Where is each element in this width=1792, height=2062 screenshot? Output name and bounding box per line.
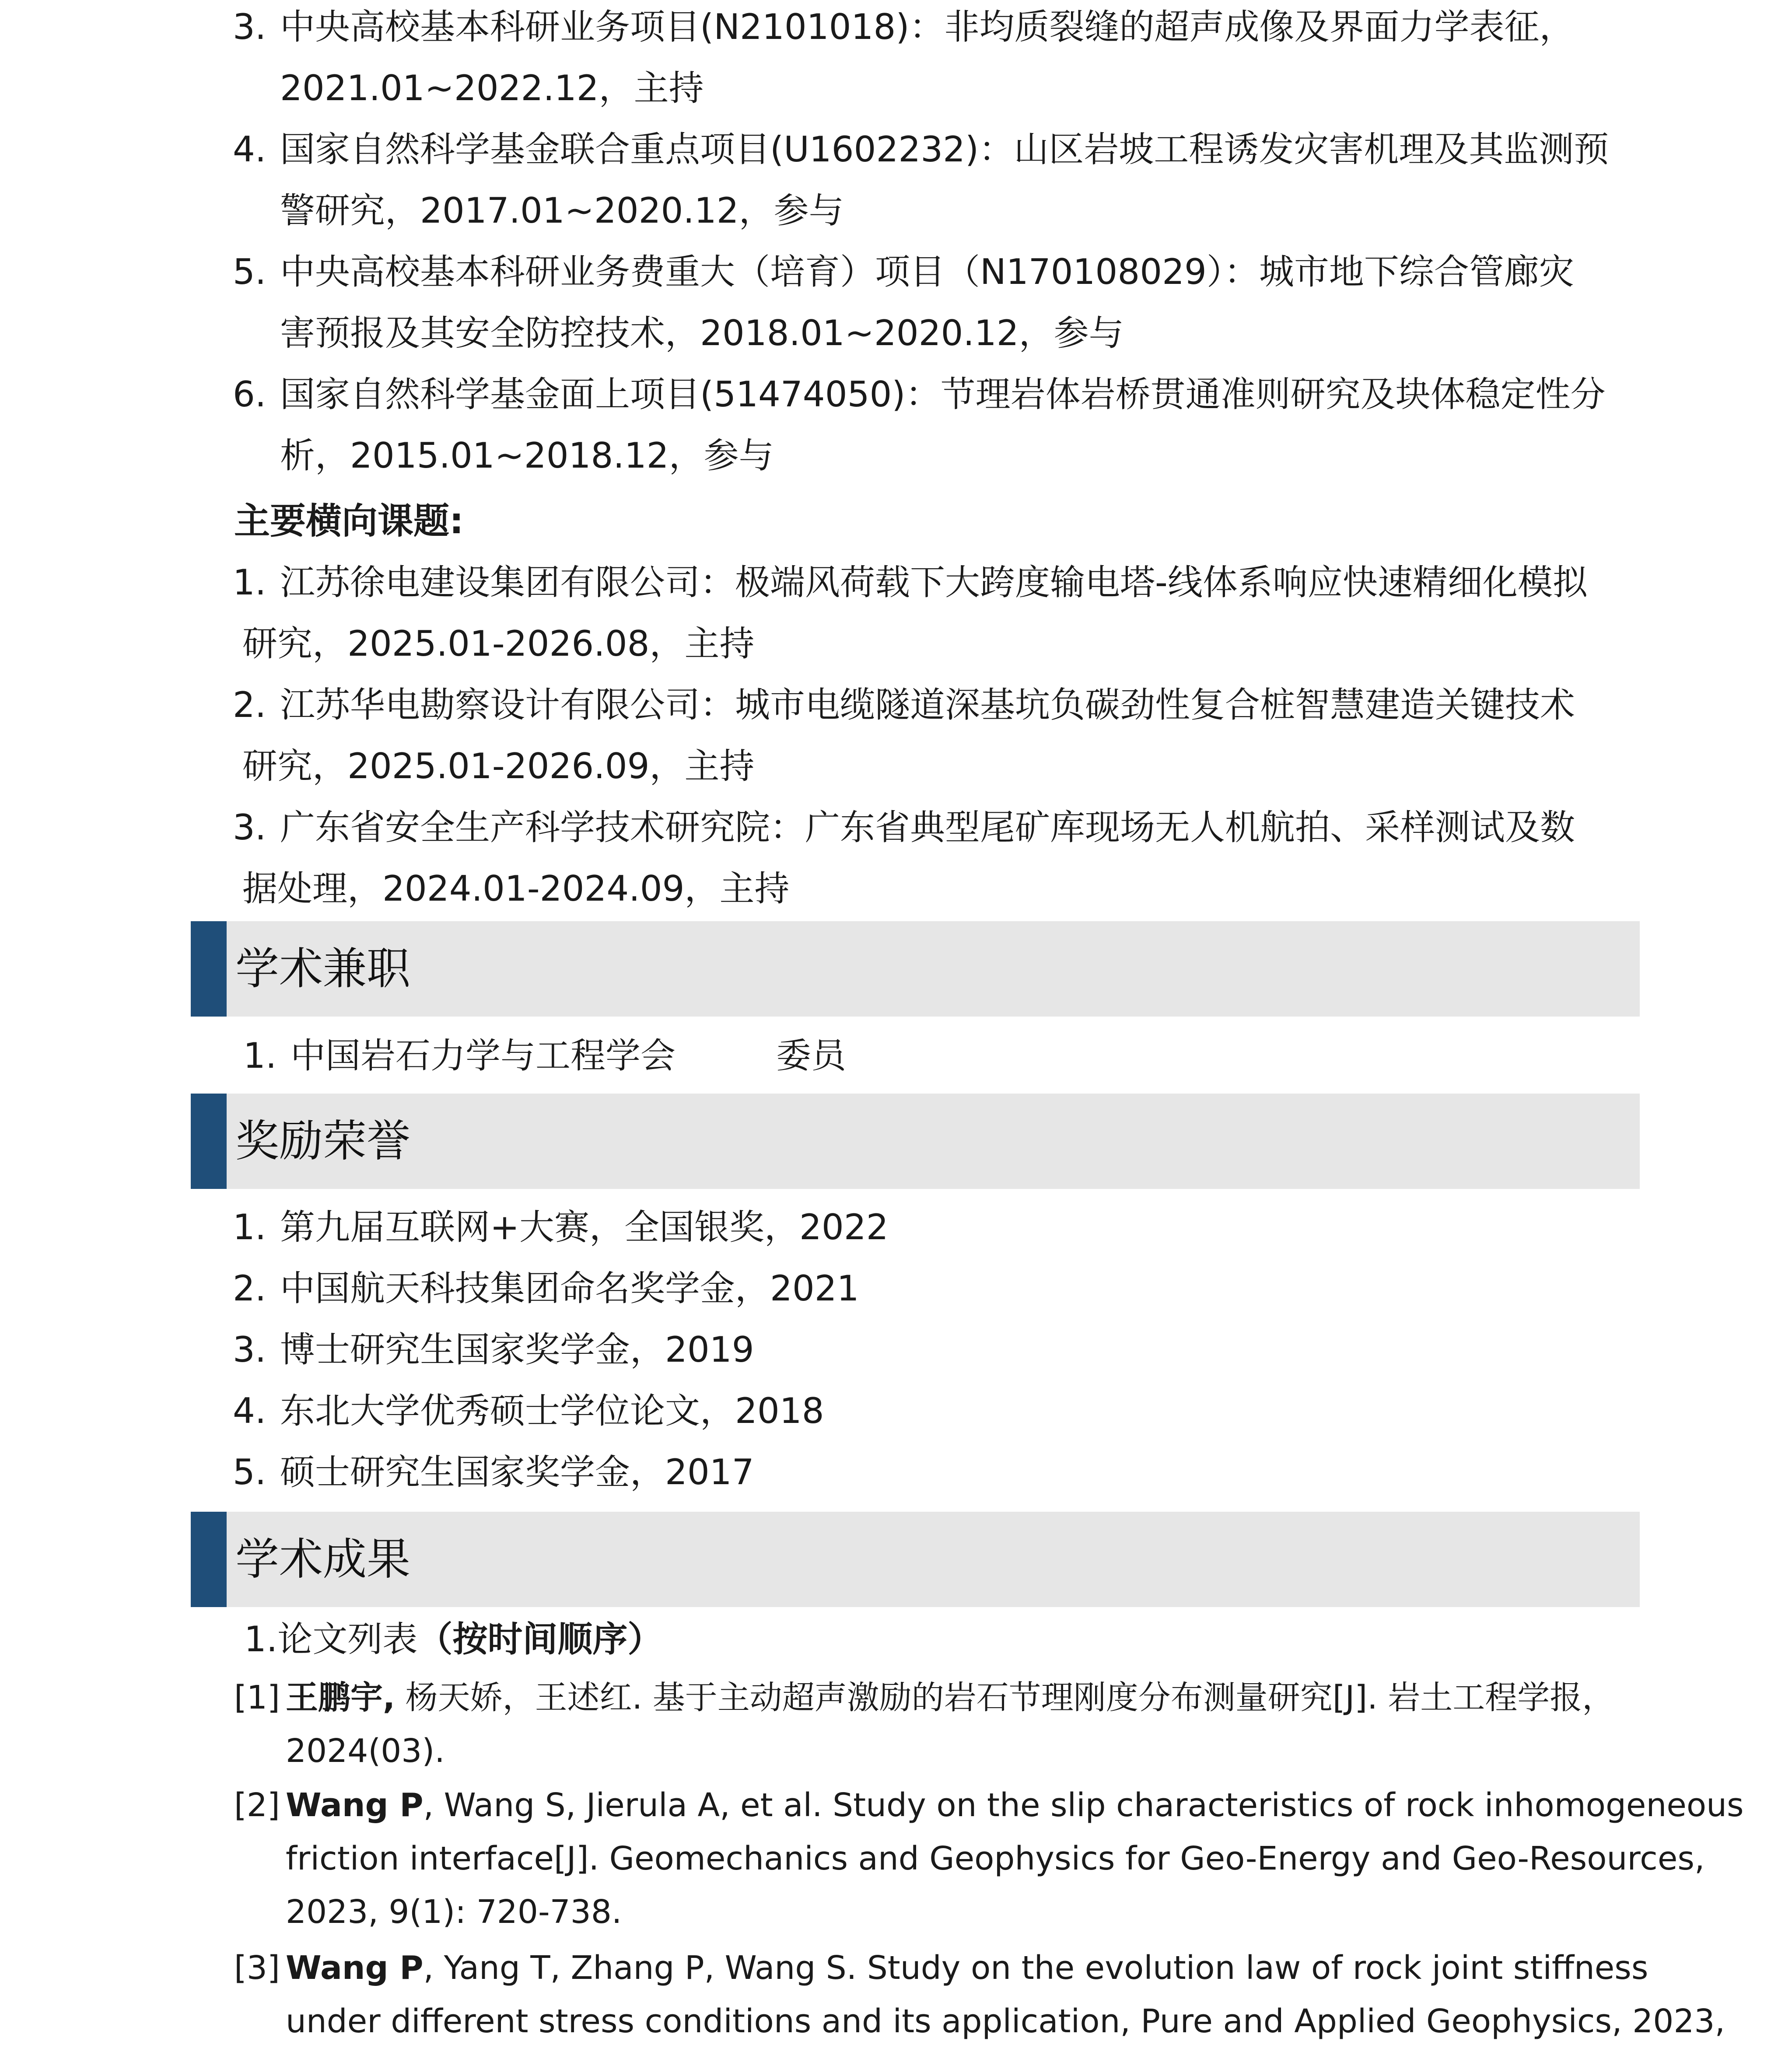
list-item [233,1197,1628,1258]
reference-number: [3] [234,1949,280,1987]
list-item [233,119,1628,241]
list-number: 3. [233,807,266,848]
reference-item [234,1941,1726,2048]
reference-text: 2023, 9(1): 720-738. [286,1893,622,1931]
reference-number: [2] [234,1786,280,1824]
list-text: 中央高校基本科研业务费重大（培育）项目（N170108029）：城市地下综合管廊灾 [280,252,1574,292]
section-header-achievements [191,1512,1640,1607]
list-text: 东北大学优秀硕士学位论文，2018 [280,1391,824,1431]
list-text: 江苏徐电建设集团有限公司：极端风荷载下大跨度输电塔-线体系响应快速精细化模拟 [280,562,1588,603]
reference-text: under different stress conditions and its application, Pure and Applied Geophysics, 2023, [286,2003,1726,2040]
list-number: 5. [233,1452,266,1492]
list-item [233,797,1628,919]
list-item [233,364,1628,486]
list-item [233,1442,1628,1503]
position-role: 委员 [776,1035,846,1076]
list-number: 6. [233,374,266,415]
list-text: 博士研究生国家奖学金，2019 [280,1329,754,1370]
papers-heading-label: 1.论文列表 [244,1619,418,1660]
position-organization: 中国岩石力学与工程学会 [290,1035,676,1076]
list-text: 警研究，2017.01~2020.12，参与 [280,190,844,231]
section-header-academic-positions [191,921,1640,1017]
section-accent-bar [191,1512,227,1607]
list-text: 国家自然科学基金面上项目(51474050)：节理岩体岩桥贯通准则研究及块体稳定性分 [280,374,1606,415]
list-text: 害预报及其安全防控技术，2018.01~2020.12，参与 [280,313,1124,353]
list-text: 研究，2025.01-2026.09，主持 [242,746,755,786]
list-text: 国家自然科学基金联合重点项目(U1602232)：山区岩坡工程诱发灾害机理及其监测预 [280,129,1609,170]
section-title: 学术成果 [235,1534,410,1585]
reference-author: 王鹏宇, [286,1679,396,1716]
list-text: 2021.01~2022.12，主持 [280,68,704,108]
list-number: 4. [233,129,266,170]
reference-text: 2024(03). [286,1732,445,1770]
list-text: 研究，2025.01-2026.08，主持 [242,623,755,664]
papers-heading-note: （按时间顺序） [417,1619,663,1660]
list-number: 1. [233,562,266,603]
list-item [233,1380,1628,1442]
reference-text: , Wang S, Jierula A, et al. Study on the slip characteristics of rock inhomogeneous [423,1786,1744,1824]
list-text: 硕士研究生国家奖学金，2017 [280,1452,754,1492]
list-number: 2. [233,685,266,725]
reference-author: Wang P [286,1949,424,1987]
list-number: 3. [233,7,266,47]
list-number: 1. [233,1207,266,1248]
list-item [233,241,1628,364]
list-text: 江苏华电勘察设计有限公司：城市电缆隧道深基坑负碳劲性复合桩智慧建造关键技术 [280,685,1575,725]
reference-text: friction interface[J]. Geomechanics and Geophysics for Geo-Energy and Geo-Resources, [286,1840,1705,1877]
list-item [233,1258,1628,1319]
list-text: 中央高校基本科研业务项目(N2101018)：非均质裂缝的超声成像及界面力学表征， [280,7,1575,47]
reference-author: Wang P [286,1786,424,1824]
list-number: 3. [233,1329,266,1370]
section-title: 奖励荣誉 [235,1115,410,1167]
list-item [233,552,1628,675]
list-text: 据处理，2024.01-2024.09，主持 [242,868,790,909]
list-number: 4. [233,1391,266,1431]
list-text: 析，2015.01~2018.12，参与 [280,435,774,476]
section-title: 学术兼职 [235,943,410,994]
section-header-awards [191,1094,1640,1189]
list-text: 广东省安全生产科学技术研究院：广东省典型尾矿库现场无人机航拍、采样测试及数 [280,807,1575,848]
reference-text: , Yang T, Zhang P, Wang S. Study on the evolution law of rock joint stiffness [423,1949,1648,1987]
list-item [233,0,1628,119]
papers-list-heading [244,1609,1639,1670]
reference-item [234,1671,1625,1778]
reference-number: [1] [234,1679,280,1716]
list-text: 中国航天科技集团命名奖学金，2021 [280,1268,859,1309]
list-text: 第九届互联网+大赛，全国银奖，2022 [280,1207,889,1248]
reference-text: 杨天娇，王述红. 基于主动超声激励的岩石节理刚度分布测量研究[J]. 岩土工程学报， [395,1679,1615,1716]
horizontal-projects-heading: 主要横向课题: [234,500,464,542]
list-item [233,1319,1628,1380]
section-accent-bar [191,921,227,1017]
list-number: 1. [243,1035,277,1076]
list-number: 2. [233,1268,266,1309]
section-accent-bar [191,1094,227,1189]
list-number: 5. [233,252,266,292]
reference-item [234,1779,1744,1939]
list-item [233,675,1628,797]
